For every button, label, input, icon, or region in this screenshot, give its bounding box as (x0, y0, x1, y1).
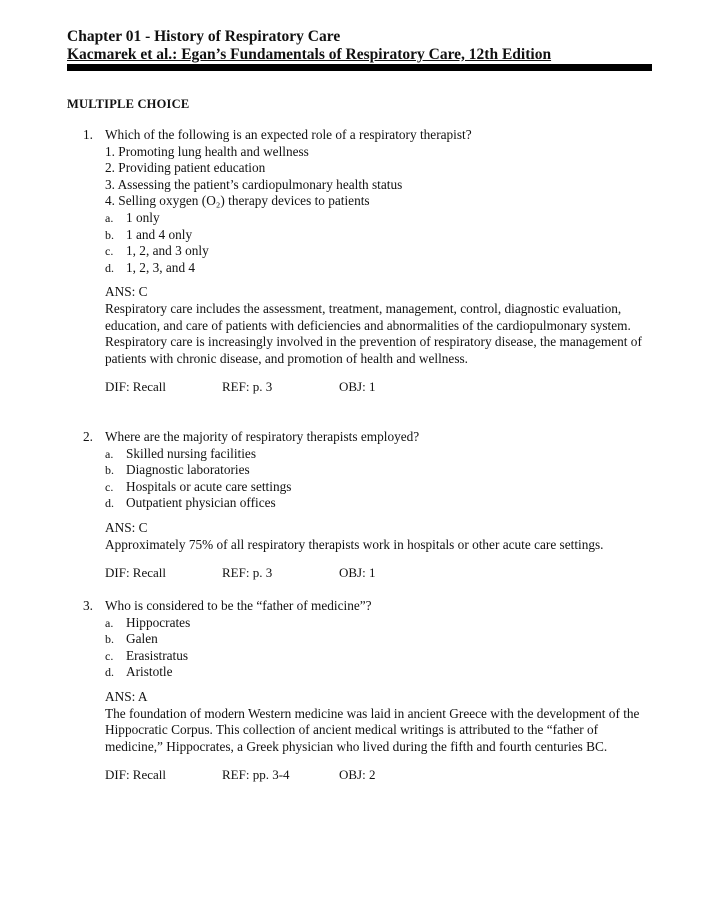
question-metadata (67, 379, 657, 396)
chapter-title: Chapter 01 - History of Respiratory Care (67, 28, 341, 45)
answer-choice (67, 260, 657, 277)
objective: OBJ: 2 (339, 767, 376, 783)
question-1 (67, 127, 657, 396)
choice-letter: d. (105, 665, 114, 680)
question-text (67, 127, 657, 144)
difficulty: DIF: Recall (105, 767, 167, 783)
answer-choice (67, 495, 657, 512)
question-2 (67, 429, 657, 582)
choice-text: 1 and 4 only (126, 226, 193, 242)
choice-letter: a. (105, 615, 114, 630)
statement-item: 2. Providing patient education (105, 160, 266, 176)
choice-letter: d. (105, 260, 114, 275)
answer-choice (67, 210, 657, 227)
choice-text: 1 only (126, 209, 160, 225)
statement-item: 1. Promoting lung health and wellness (105, 143, 309, 159)
answer-choice (67, 648, 657, 665)
statement-item: 4. Selling oxygen (O₂) therapy devices to patients (105, 193, 370, 209)
section-title: MULTIPLE CHOICE (67, 97, 190, 111)
choice-text: 1, 2, 3, and 4 (126, 259, 196, 275)
choice-letter: d. (105, 496, 114, 511)
choice-text: Diagnostic laboratories (126, 462, 250, 478)
answer-key: ANS: C (105, 519, 148, 535)
answer-rationale: The foundation of modern Western medicine was laid in ancient Greece with the development of the Hippocratic Corpus. This collection of ancient medical writings is attributed to the “father of medicine,” Hippocrates, a Greek physician who lived during the fifth and fourth centuries BC. (105, 705, 640, 754)
choice-text: Erasistratus (126, 647, 189, 663)
objective: OBJ: 1 (339, 379, 376, 395)
difficulty: DIF: Recall (105, 565, 167, 581)
question-number: 1. (83, 127, 93, 142)
question-metadata (67, 565, 657, 582)
question-number: 2. (83, 429, 93, 444)
answer-rationale: Approximately 75% of all respiratory therapists work in hospitals or other acute care settings. (105, 536, 604, 552)
book-title: Kacmarek et al.: Egan’s Fundamentals of Respiratory Care, 12th Edition (67, 46, 552, 63)
choice-letter: a. (105, 446, 114, 461)
answer-choice (67, 227, 657, 244)
answer-choice (67, 462, 657, 479)
choice-text: Galen (126, 631, 158, 647)
question-number: 3. (83, 598, 93, 613)
choice-letter: a. (105, 210, 114, 225)
choice-text: 1, 2, and 3 only (126, 243, 209, 259)
question-metadata (67, 767, 657, 784)
answer-rationale: Respiratory care includes the assessment, treatment, management, control, diagnostic evaluation, education, and care of patients with deficiencies and abnormalities of the cardiopulmonary system. Respiratory care is increasingly involved in the prevention of respiratory disease, the management of patients with chronic disease, and promotion of health and wellness. (105, 300, 642, 366)
answer-choice (67, 479, 657, 496)
question-3 (67, 598, 657, 784)
answer-choice (67, 243, 657, 260)
difficulty: DIF: Recall (105, 379, 167, 395)
question-stem: Where are the majority of respiratory therapists employed? (105, 429, 420, 444)
choice-text: Aristotle (126, 664, 173, 680)
reference: REF: p. 3 (222, 565, 273, 581)
reference: REF: p. 3 (222, 379, 273, 395)
choice-text: Hippocrates (126, 614, 191, 630)
answer-key: ANS: C (105, 284, 148, 300)
choice-text: Outpatient physician offices (126, 495, 276, 511)
choice-letter: b. (105, 227, 114, 242)
answer-choice (67, 631, 657, 648)
question-stem: Who is considered to be the “father of medicine”? (105, 598, 372, 613)
choice-text: Skilled nursing facilities (126, 445, 256, 461)
choice-letter: c. (105, 648, 114, 663)
choice-letter: c. (105, 244, 114, 259)
answer-choice (67, 615, 657, 632)
answer-key: ANS: A (105, 688, 148, 704)
choice-letter: b. (105, 632, 114, 647)
choice-letter: c. (105, 479, 114, 494)
answer-choice (67, 446, 657, 463)
question-stem: Which of the following is an expected role of a respiratory therapist? (105, 127, 472, 142)
choice-letter: b. (105, 463, 114, 478)
question-text (67, 429, 657, 446)
choice-text: Hospitals or acute care settings (126, 478, 292, 494)
reference: REF: pp. 3-4 (222, 767, 290, 783)
answer-choice (67, 664, 657, 681)
question-text (67, 598, 657, 615)
objective: OBJ: 1 (339, 565, 376, 581)
header-rule (67, 64, 652, 71)
statement-item: 3. Assessing the patient’s cardiopulmonary health status (105, 176, 403, 192)
